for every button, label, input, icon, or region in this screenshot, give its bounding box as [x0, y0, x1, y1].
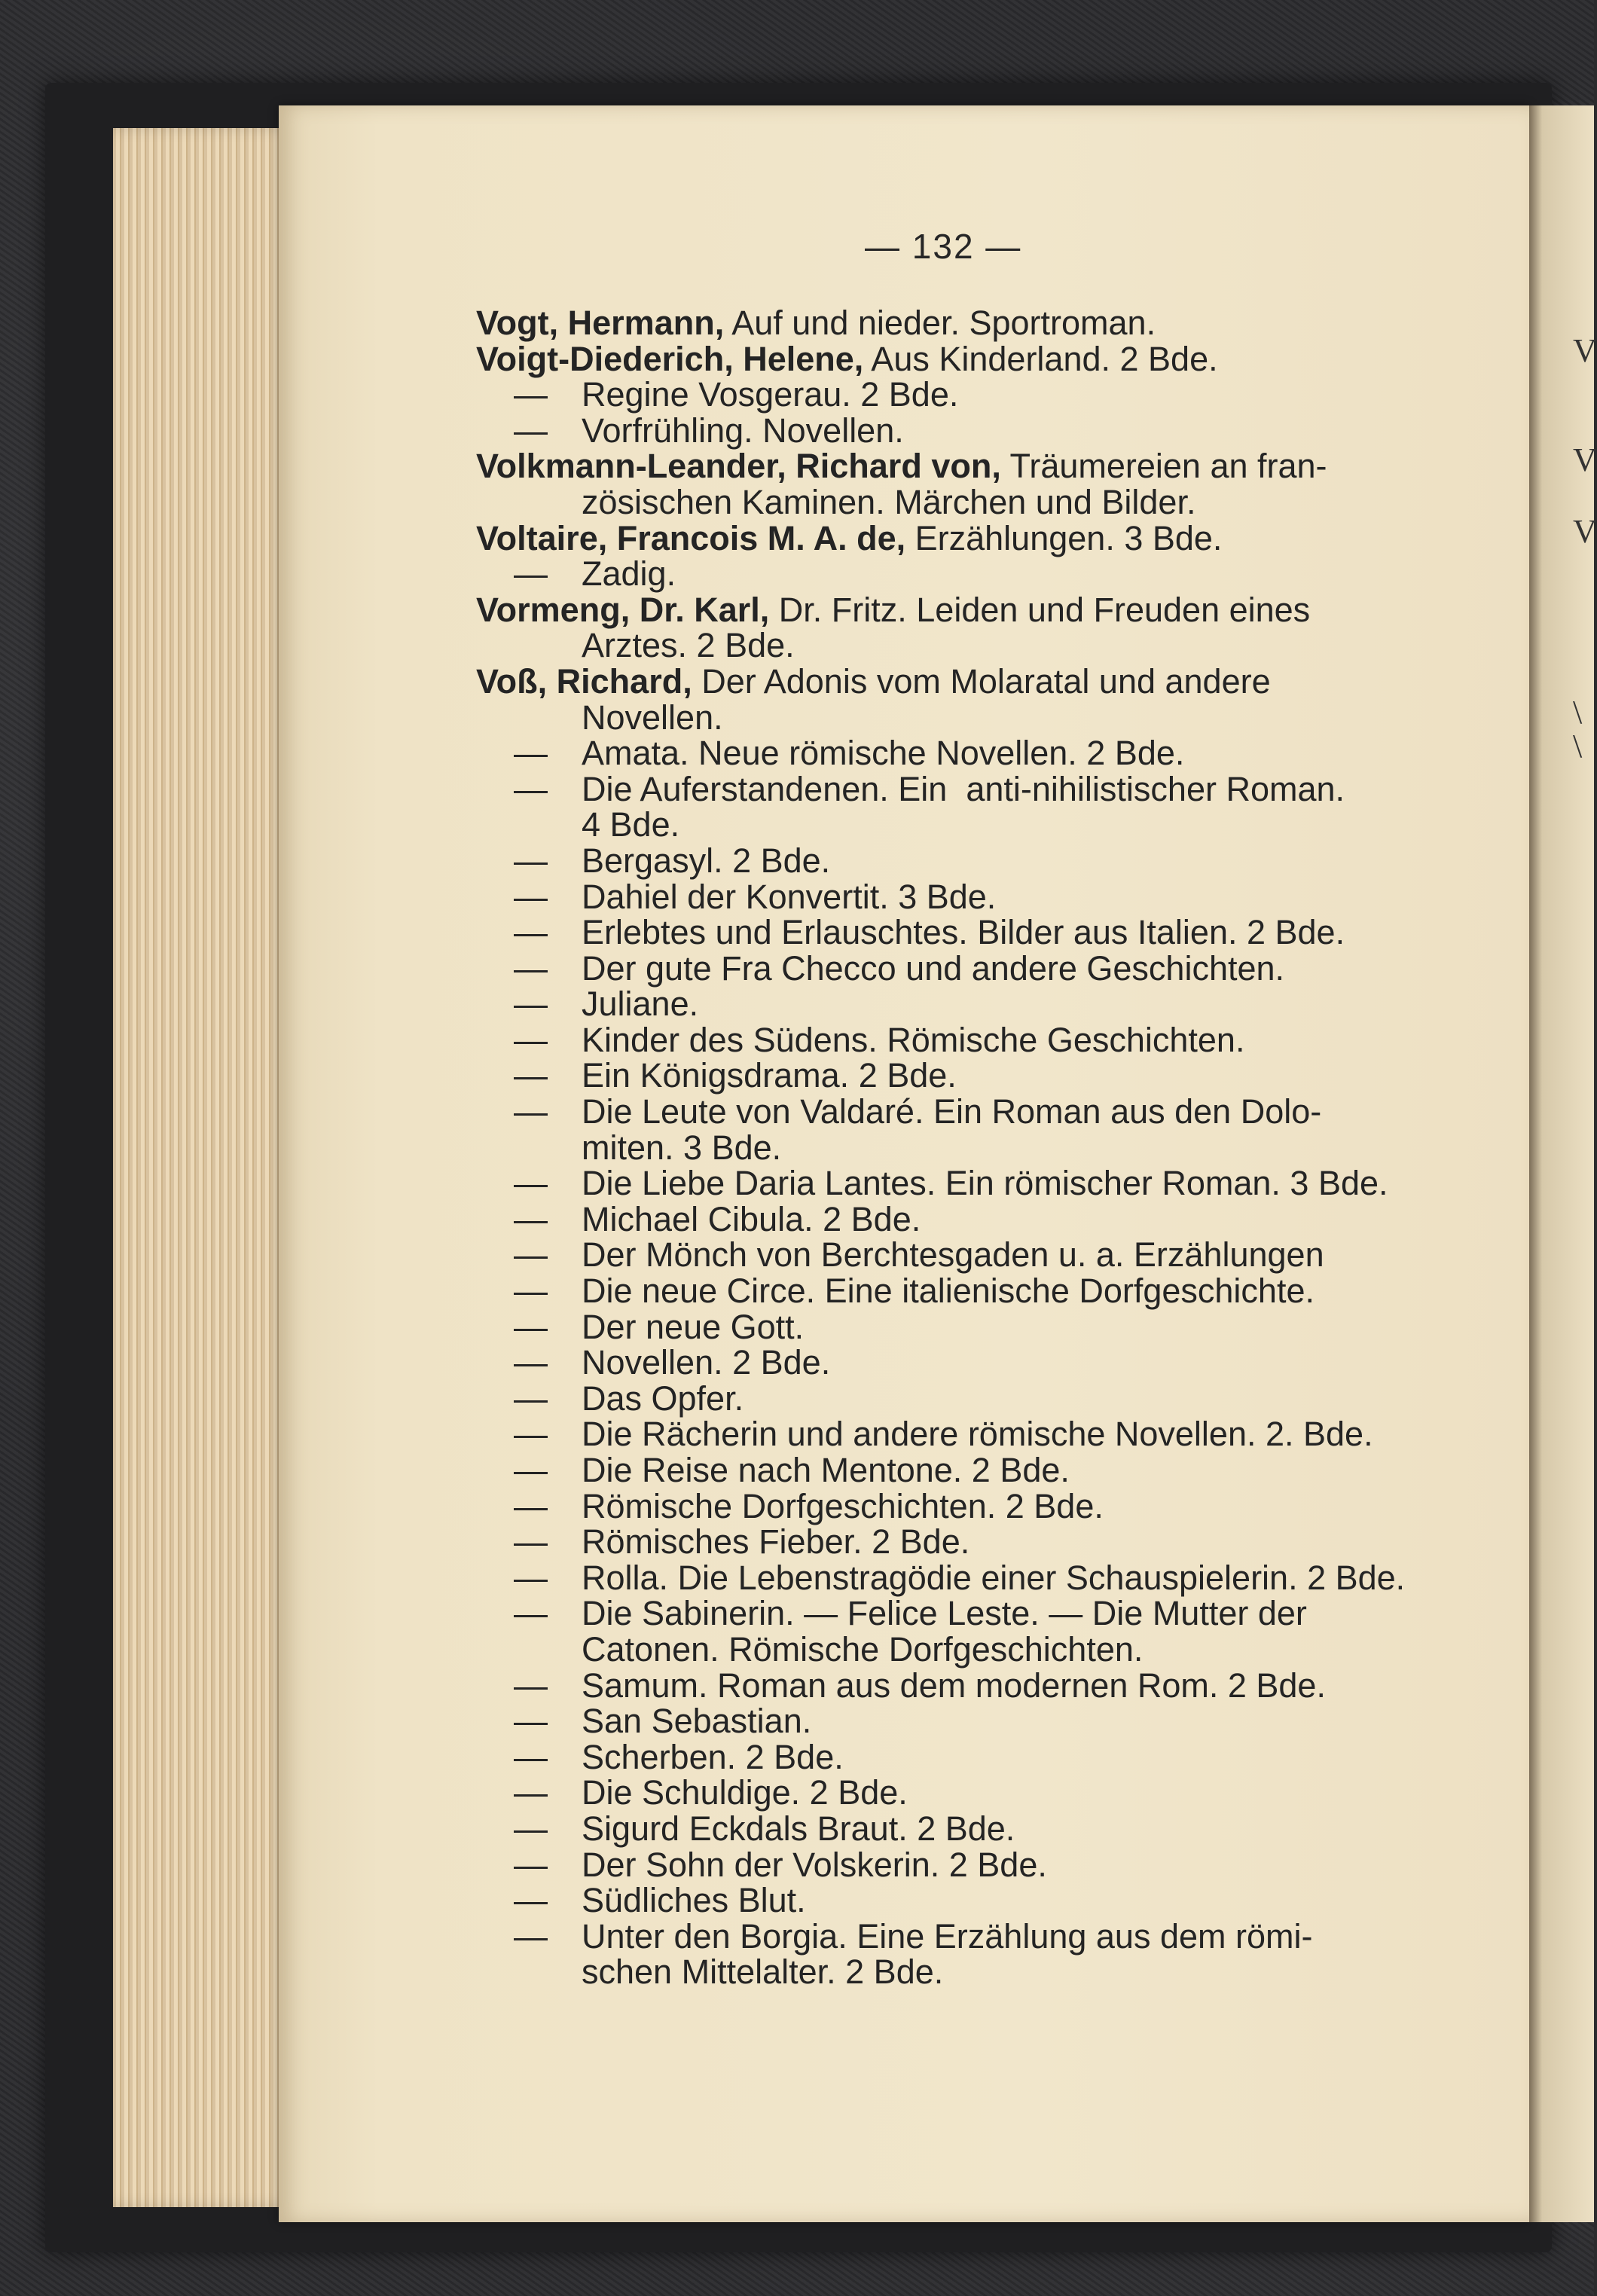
- catalog-line: [476, 700, 1470, 736]
- ditto-dash: —: [514, 1056, 548, 1095]
- entry-title: Die Sabinerin. — Felice Leste. — Die Mutter der: [582, 1594, 1307, 1633]
- entry-title: Sigurd Eckdals Braut. 2 Bde.: [582, 1809, 1015, 1848]
- facing-page-letter: \: [1573, 694, 1583, 731]
- ditto-dash: —: [514, 554, 548, 594]
- ditto-dash: —: [514, 734, 548, 773]
- catalog-line: [476, 879, 1470, 915]
- entry-title: Römisches Fieber. 2 Bde.: [582, 1522, 970, 1562]
- ditto-dash: —: [514, 1020, 548, 1059]
- ditto-dash: —: [514, 1092, 548, 1131]
- catalog-line: [476, 1165, 1470, 1201]
- ditto-dash: —: [514, 913, 548, 952]
- catalog-line: [476, 1703, 1470, 1739]
- ditto-dash: —: [514, 1415, 548, 1454]
- facing-page-letter: V: [1573, 513, 1597, 550]
- entry-title: Zadig.: [582, 554, 676, 594]
- entry-title: San Sebastian.: [582, 1702, 812, 1741]
- catalog-entries: [476, 305, 1470, 1990]
- ditto-dash: —: [514, 1916, 548, 1956]
- entry-title: Scherben. 2 Bde.: [582, 1737, 844, 1776]
- ditto-dash: —: [514, 1845, 548, 1884]
- catalog-line: [476, 1381, 1470, 1417]
- facing-page-letter: V: [1573, 441, 1597, 478]
- page-number: — 132 —: [865, 227, 1022, 266]
- catalog-line: [476, 1345, 1470, 1381]
- entry-title: Die Liebe Daria Lantes. Ein römischer Roman. 3 Bde.: [582, 1164, 1388, 1203]
- catalog-line: [476, 1916, 1470, 1956]
- ditto-dash: —: [514, 1809, 548, 1848]
- catalog-line: [476, 413, 1470, 449]
- catalog-line: [476, 1811, 1470, 1847]
- catalog-line: [476, 1094, 1470, 1130]
- entry-title: Römische Dorfgeschichten. 2 Bde.: [582, 1486, 1104, 1525]
- entry-continuation: 4 Bde.: [582, 805, 680, 844]
- entry-continuation: Arztes. 2 Bde.: [582, 626, 795, 665]
- entry-title: Die Auferstandenen. Ein anti-nihilistischer Roman.: [582, 769, 1345, 808]
- ditto-dash: —: [514, 1343, 548, 1382]
- entry-title: Die Reise nach Mentone. 2 Bde.: [582, 1451, 1070, 1489]
- catalog-line: [476, 1201, 1470, 1238]
- entry-title: Erzählungen. 3 Bde.: [905, 518, 1223, 557]
- ditto-dash: —: [514, 948, 548, 988]
- catalog-line: [476, 1629, 1470, 1669]
- entry-title: Michael Cibula. 2 Bde.: [582, 1199, 921, 1238]
- entry-continuation: schen Mittelalter. 2 Bde.: [582, 1953, 944, 1992]
- entry-title: Der Sohn der Volskerin. 2 Bde.: [582, 1845, 1047, 1884]
- entry-title: Regine Vosgerau. 2 Bde.: [582, 375, 959, 414]
- ditto-dash: —: [514, 1199, 548, 1238]
- catalog-line: [476, 1775, 1470, 1811]
- catalog-line: [476, 484, 1470, 521]
- entry-title: Vorfrühling. Novellen.: [582, 411, 904, 450]
- entry-continuation: miten. 3 Bde.: [582, 1128, 782, 1167]
- catalog-line: [476, 986, 1470, 1022]
- facing-page-edge: [1529, 105, 1594, 2222]
- facing-page-letter: \: [1573, 728, 1583, 765]
- ditto-dash: —: [514, 769, 548, 808]
- entry-title: Der Adonis vom Molaratal und andere: [692, 661, 1271, 701]
- catalog-line: [476, 1309, 1470, 1345]
- entry-title: Auf und nieder. Sportroman.: [724, 304, 1156, 342]
- page-edges: [113, 128, 301, 2207]
- ditto-dash: —: [514, 1272, 548, 1311]
- catalog-line: [476, 1488, 1470, 1525]
- entry-title: Dahiel der Konvertit. 3 Bde.: [582, 877, 997, 916]
- entry-title: Ein Königsdrama. 2 Bde.: [582, 1056, 957, 1095]
- catalog-line: [476, 1452, 1470, 1488]
- ditto-dash: —: [514, 1451, 548, 1489]
- author-name: Voß, Richard,: [476, 661, 692, 701]
- catalog-line: [476, 948, 1470, 988]
- ditto-dash: —: [514, 1881, 548, 1920]
- author-name: Voltaire, Francois M. A. de,: [476, 518, 906, 557]
- ditto-dash: —: [514, 1773, 548, 1812]
- entry-title: Novellen. 2 Bde.: [582, 1343, 831, 1382]
- ditto-dash: —: [514, 1666, 548, 1705]
- ditto-dash: —: [514, 1235, 548, 1275]
- catalog-line: [476, 1237, 1470, 1273]
- entry-title: Der Mönch von Berchtesgaden u. a. Erzählungen: [582, 1235, 1324, 1275]
- ditto-dash: —: [514, 1594, 548, 1633]
- entry-title: Südliches Blut.: [582, 1881, 806, 1920]
- author-name: Vogt, Hermann,: [476, 304, 725, 342]
- author-name: Vormeng, Dr. Karl,: [476, 590, 770, 629]
- catalog-line: [476, 377, 1470, 413]
- ditto-dash: —: [514, 1164, 548, 1203]
- catalog-line: [476, 1954, 1470, 1990]
- entry-title: Unter den Borgia. Eine Erzählung aus dem römi-: [582, 1916, 1313, 1956]
- entry-title: Dr. Fritz. Leiden und Freuden eines: [769, 590, 1311, 629]
- entry-title: Aus Kinderland. 2 Bde.: [863, 339, 1218, 378]
- entry-title: Der gute Fra Checco und andere Geschichten.: [582, 948, 1285, 988]
- catalog-line: [476, 1668, 1470, 1704]
- catalog-line: [476, 771, 1470, 808]
- facing-page-letter: V: [1573, 332, 1597, 369]
- ditto-dash: —: [514, 985, 548, 1024]
- entry-title: Die Leute von Valdaré. Ein Roman aus den Dolo-: [582, 1092, 1322, 1131]
- catalog-line: [476, 1847, 1470, 1883]
- catalog-line: [476, 1130, 1470, 1166]
- entry-title: Rolla. Die Lebenstragödie einer Schauspielerin. 2 Bde.: [582, 1558, 1406, 1597]
- catalog-line: [476, 556, 1470, 592]
- entry-title: Die Schuldige. 2 Bde.: [582, 1773, 908, 1812]
- catalog-line: [476, 1739, 1470, 1775]
- entry-title: Das Opfer.: [582, 1379, 744, 1418]
- ditto-dash: —: [514, 1558, 548, 1597]
- entry-title: Amata. Neue römische Novellen. 2 Bde.: [582, 734, 1185, 773]
- ditto-dash: —: [514, 877, 548, 916]
- ditto-dash: —: [514, 375, 548, 414]
- entry-title: Kinder des Südens. Römische Geschichten.: [582, 1020, 1245, 1059]
- author-name: Volkmann-Leander, Richard von,: [476, 447, 1001, 486]
- entry-title: Juliane.: [582, 985, 699, 1024]
- entry-continuation: zösischen Kaminen. Märchen und Bilder.: [582, 482, 1196, 521]
- catalog-line: [476, 1416, 1470, 1452]
- entry-title: Die Rächerin und andere römische Novellen. 2. Bde.: [582, 1415, 1373, 1454]
- ditto-dash: —: [514, 1522, 548, 1562]
- catalog-line: [476, 518, 1470, 557]
- catalog-line: [476, 661, 1470, 701]
- entry-title: Bergasyl. 2 Bde.: [582, 841, 831, 880]
- entry-title: Die neue Circe. Eine italienische Dorfgeschichte.: [582, 1272, 1315, 1311]
- author-name: Voigt-Diederich, Helene,: [476, 339, 864, 378]
- catalog-line: [476, 305, 1470, 341]
- entry-title: Der neue Gott.: [582, 1307, 805, 1346]
- entry-title: Träumereien an fran-: [1000, 447, 1327, 486]
- catalog-line: [476, 735, 1470, 771]
- entry-continuation: Catonen. Römische Dorfgeschichten.: [582, 1629, 1144, 1669]
- ditto-dash: —: [514, 1737, 548, 1776]
- catalog-line: [476, 448, 1470, 484]
- entry-title: Samum. Roman aus dem modernen Rom. 2 Bde.: [582, 1666, 1326, 1705]
- catalog-line: [476, 843, 1470, 879]
- catalog-line: [476, 1273, 1470, 1309]
- ditto-dash: —: [514, 1486, 548, 1525]
- catalog-line: [476, 1560, 1470, 1596]
- catalog-line: [476, 1882, 1470, 1919]
- ditto-dash: —: [514, 1307, 548, 1346]
- catalog-line: [476, 627, 1470, 664]
- catalog-line: [476, 807, 1470, 843]
- catalog-line: [476, 341, 1470, 377]
- ditto-dash: —: [514, 411, 548, 450]
- ditto-dash: —: [514, 1379, 548, 1418]
- entry-title: Erlebtes und Erlauschtes. Bilder aus Italien. 2 Bde.: [582, 913, 1345, 952]
- catalog-line: [476, 592, 1470, 628]
- catalog-line: [476, 1595, 1470, 1632]
- ditto-dash: —: [514, 1702, 548, 1741]
- catalog-line: [476, 914, 1470, 951]
- catalog-line: [476, 1524, 1470, 1560]
- ditto-dash: —: [514, 841, 548, 880]
- catalog-line: [476, 1058, 1470, 1094]
- catalog-line: [476, 1022, 1470, 1058]
- entry-continuation: Novellen.: [582, 698, 723, 737]
